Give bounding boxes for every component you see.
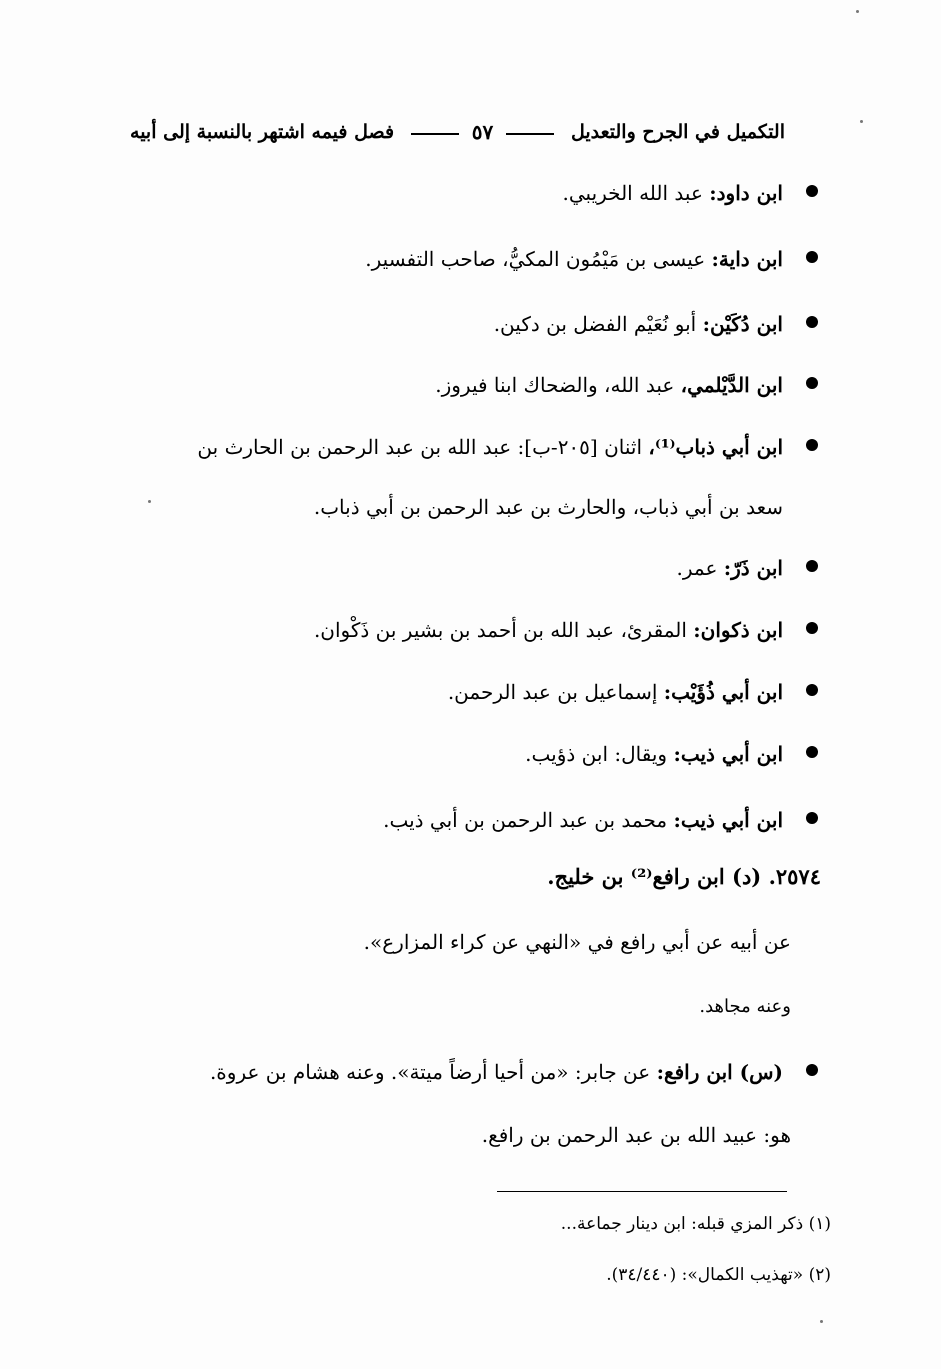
entry-head: ابن الدَّيْلمي، <box>680 373 783 397</box>
section-title: فصل فيمه اشتهر بالنسبة إلى أبيه <box>130 121 395 143</box>
scan-speck <box>856 10 859 13</box>
footnote: (٢) «تهذيب الكمال»: (٣٤/٤٤٠). <box>606 1265 831 1285</box>
entry-line <box>314 615 783 645</box>
entry-line <box>365 244 783 274</box>
page-number: ٥٧ <box>471 120 494 144</box>
entry-head: ابن أبي ذباب⁽¹⁾، <box>648 435 783 459</box>
entry-line <box>210 1057 783 1087</box>
bullet <box>806 377 818 389</box>
bullet <box>806 439 818 451</box>
book-title: التكميل في الجرح والتعديل <box>570 121 785 143</box>
bullet <box>806 316 818 328</box>
numbered-entry-line: عن أبيه عن أبي رافع في «النهي عن كراء المزارع». <box>363 930 791 954</box>
numbered-entry-heading <box>547 862 821 892</box>
entry-head: ابن أبي ذيب: <box>673 808 783 832</box>
entry-head: ابن دُكَيْن: <box>702 312 783 336</box>
scan-speck <box>820 1320 823 1323</box>
page-number-group <box>405 120 560 144</box>
entry-line <box>435 370 783 400</box>
entry-text: أبو نُعَيْم الفضل بن دكين. <box>493 312 703 336</box>
entry-text: عبد الله، والضحاك ابنا فيروز. <box>435 373 681 397</box>
entry-text: إسماعيل بن عبد الرحمن. <box>447 680 664 704</box>
entry-text: عبد الله الخريبي. <box>562 181 710 205</box>
entry-line <box>676 553 783 583</box>
bullet <box>806 684 818 696</box>
footnote-rule <box>497 1191 787 1192</box>
header-dash <box>506 133 554 135</box>
entry-text: المقرئ، عبد الله بن أحمد بن بشير بن ذَكْوان. <box>313 618 694 642</box>
entry-text: عمر. <box>676 556 724 580</box>
entry-text: ويقال: ابن ذؤيب. <box>525 742 674 766</box>
bullet <box>806 185 818 197</box>
entry-head: ابن داية: <box>711 247 783 271</box>
entry-head: ابن أبي ذُؤَيْب: <box>663 680 783 704</box>
entry-text: اثنان [٢٠٥-ب]: عبد الله بن عبد الرحمن بن الحارث بن <box>197 435 649 459</box>
entry-number: ٢٥٧٤. <box>768 864 821 889</box>
entry-title: (د) ابن رافع⁽²⁾ بن خليج. <box>547 864 762 889</box>
bullet <box>806 251 818 263</box>
entry-line <box>448 677 783 707</box>
scan-speck <box>148 500 151 503</box>
entry-line <box>563 178 784 208</box>
entry-line <box>525 739 783 769</box>
entry-head: (س) ابن رافع: <box>656 1060 783 1084</box>
entry-note: هو: عبيد الله بن عبد الرحمن بن رافع. <box>481 1123 791 1147</box>
numbered-entry-line: وعنه مجاهد. <box>699 996 791 1017</box>
entry-head: ابن ذكوان: <box>693 618 783 642</box>
entry-text: عيسى بن مَيْمُون المكيُّ، صاحب التفسير. <box>365 247 712 271</box>
entry-head: ابن داود: <box>709 181 783 205</box>
entry-head: ابن أبي ذيب: <box>673 742 783 766</box>
entry-line <box>197 432 783 462</box>
bullet <box>806 1064 818 1076</box>
scan-speck <box>860 120 863 123</box>
entry-text: محمد بن عبد الرحمن بن أبي ذيب. <box>383 808 674 832</box>
bullet <box>806 812 818 824</box>
entry-head: ابن ذَرّ: <box>723 556 783 580</box>
bullet <box>806 622 818 634</box>
entry-line <box>383 805 783 835</box>
header-dash <box>411 133 459 135</box>
bullet <box>806 746 818 758</box>
entry-line <box>494 309 783 339</box>
entry-text: عن جابر: «من أحيا أرضاً ميتة». وعنه هشام بن عروة. <box>209 1060 657 1084</box>
bullet <box>806 560 818 572</box>
running-header <box>130 112 785 152</box>
footnote: (١) ذكر المزي قبله: ابن دينار جماعة... <box>560 1214 831 1234</box>
entry-continuation: سعد بن أبي ذباب، والحارث بن عبد الرحمن بن أبي ذباب. <box>313 495 783 519</box>
